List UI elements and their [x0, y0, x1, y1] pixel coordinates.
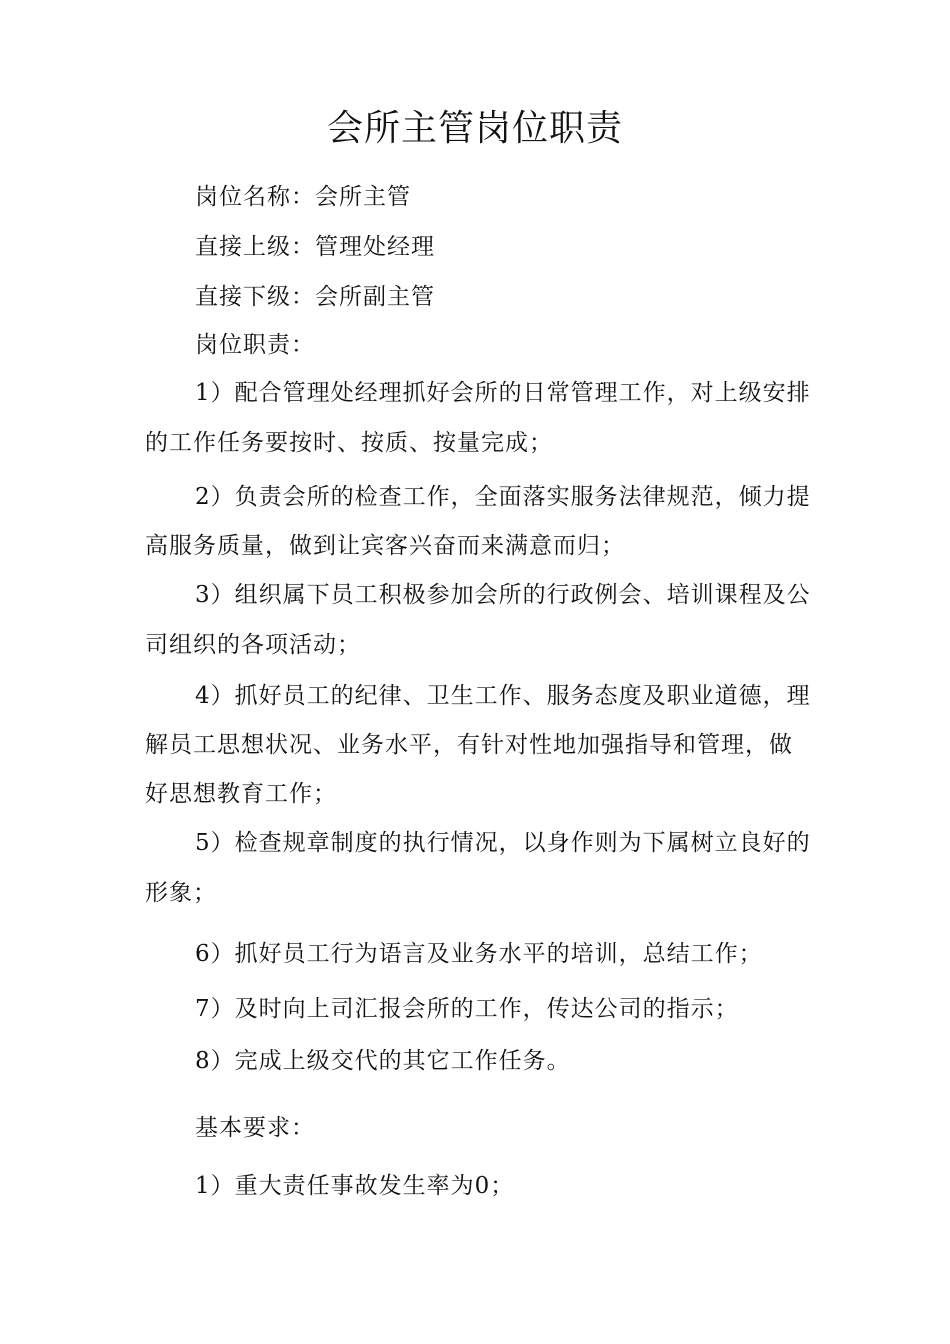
duty-8-line-1: 8）完成上级交代的其它工作任务。	[195, 1048, 571, 1074]
duty-5-line-1: 5）检查规章制度的执行情况，以身作则为下属树立良好的	[195, 830, 811, 856]
position-name: 岗位名称：会所主管	[195, 184, 411, 210]
requirements-heading: 基本要求：	[195, 1115, 315, 1141]
duty-5-line-2: 形象；	[145, 880, 217, 906]
direct-subordinate: 直接下级：会所副主管	[195, 284, 435, 310]
duty-3-line-2: 司组织的各项活动；	[145, 632, 361, 658]
duties-heading: 岗位职责：	[195, 332, 315, 358]
duty-1-line-2: 的工作任务要按时、按质、按量完成；	[145, 430, 553, 456]
direct-superior: 直接上级：管理处经理	[195, 234, 435, 260]
duty-2-line-1: 2）负责会所的检查工作，全面落实服务法律规范，倾力提	[195, 484, 811, 510]
duty-6-line-1: 6）抓好员工行为语言及业务水平的培训，总结工作；	[195, 941, 763, 967]
duty-2-line-2: 高服务质量，做到让宾客兴奋而来满意而归；	[145, 533, 625, 559]
duty-1-line-1: 1）配合管理处经理抓好会所的日常管理工作，对上级安排	[195, 380, 811, 406]
duty-4-line-2: 解员工思想状况、业务水平，有针对性地加强指导和管理，做	[145, 732, 793, 758]
duty-3-line-1: 3）组织属下员工积极参加会所的行政例会、培训课程及公	[195, 582, 811, 608]
duty-4-line-3: 好思想教育工作；	[145, 781, 337, 807]
duty-7-line-1: 7）及时向上司汇报会所的工作，传达公司的指示；	[195, 996, 739, 1022]
duty-4-line-1: 4）抓好员工的纪律、卫生工作、服务态度及职业道德，理	[195, 683, 811, 709]
document-title: 会所主管岗位职责	[326, 108, 623, 149]
requirement-1-line-1: 1）重大责任事故发生率为0；	[195, 1173, 515, 1199]
